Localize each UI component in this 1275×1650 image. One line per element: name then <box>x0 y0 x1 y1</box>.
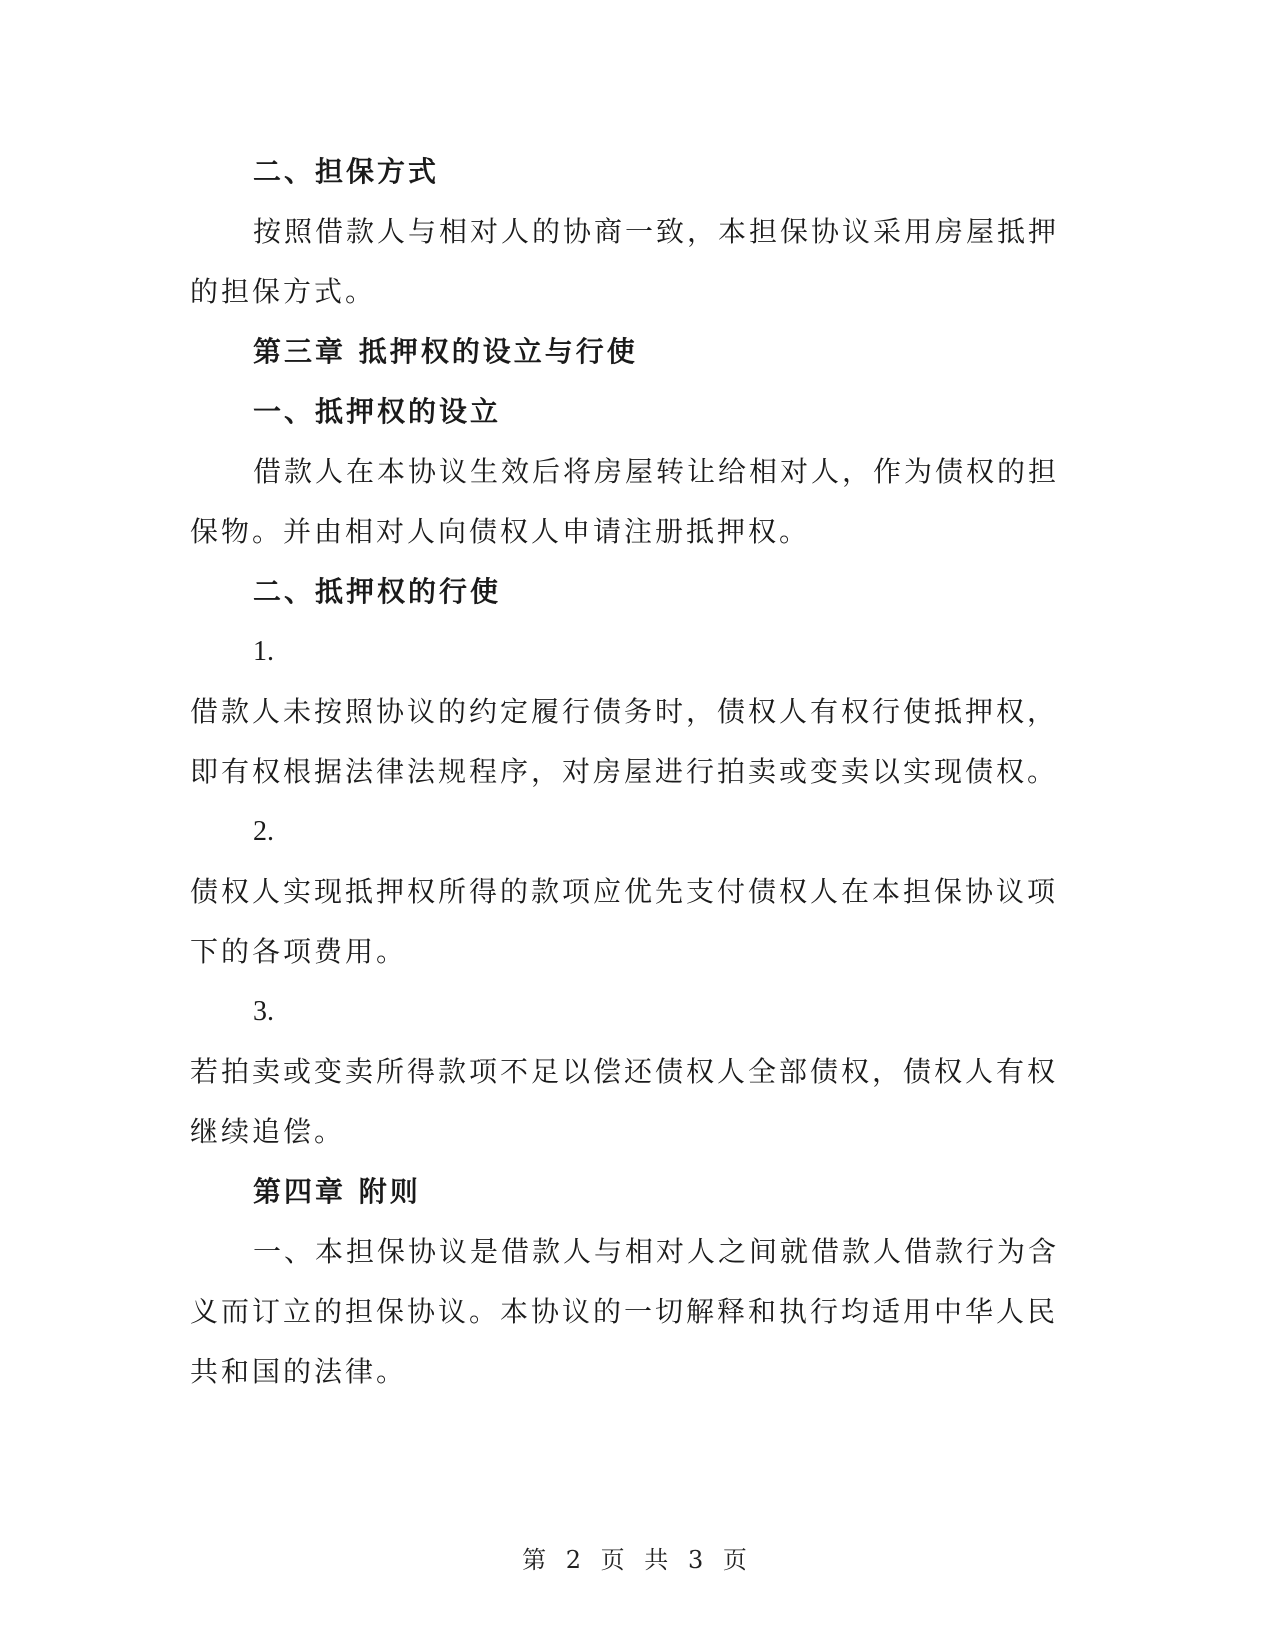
paragraph-line: 下的各项费用。 <box>190 935 408 968</box>
section-heading-guarantee-method: 二、担保方式 <box>253 155 440 188</box>
paragraph-line: 若拍卖或变卖所得款项不足以偿还债权人全部债权，债权人有权 <box>190 1055 1059 1088</box>
paragraph-line: 按照借款人与相对人的协商一致，本担保协议采用房屋抵押 <box>253 215 1060 248</box>
paragraph-line: 保物。并由相对人向债权人申请注册抵押权。 <box>190 515 811 548</box>
list-number: 3. <box>253 996 274 1027</box>
paragraph-line: 债权人实现抵押权所得的款项应优先支付债权人在本担保协议项 <box>190 875 1059 908</box>
section-heading-mortgage-establishment: 一、抵押权的设立 <box>253 395 502 428</box>
chapter-heading-4: 第四章 附则 <box>253 1175 421 1208</box>
list-number: 1. <box>253 636 274 667</box>
section-heading-mortgage-exercise: 二、抵押权的行使 <box>253 575 502 608</box>
paragraph-line: 借款人在本协议生效后将房屋转让给相对人，作为债权的担 <box>253 455 1060 488</box>
paragraph-line: 即有权根据法律法规程序，对房屋进行拍卖或变卖以实现债权。 <box>190 755 1059 788</box>
paragraph-line: 一、本担保协议是借款人与相对人之间就借款人借款行为含 <box>253 1235 1060 1268</box>
paragraph-line: 共和国的法律。 <box>190 1355 408 1388</box>
chapter-heading-3: 第三章 抵押权的设立与行使 <box>253 335 638 368</box>
paragraph-line: 义而订立的担保协议。本协议的一切解释和执行均适用中华人民 <box>190 1295 1059 1328</box>
paragraph-line: 借款人未按照协议的约定履行债务时，债权人有权行使抵押权， <box>190 695 1059 728</box>
document-body <box>190 142 1070 1402</box>
paragraph-line: 继续追偿。 <box>190 1115 346 1148</box>
paragraph-line: 的担保方式。 <box>190 275 377 308</box>
list-number: 2. <box>253 816 274 847</box>
page-number-footer: 第 2 页 共 3 页 <box>522 1546 753 1574</box>
